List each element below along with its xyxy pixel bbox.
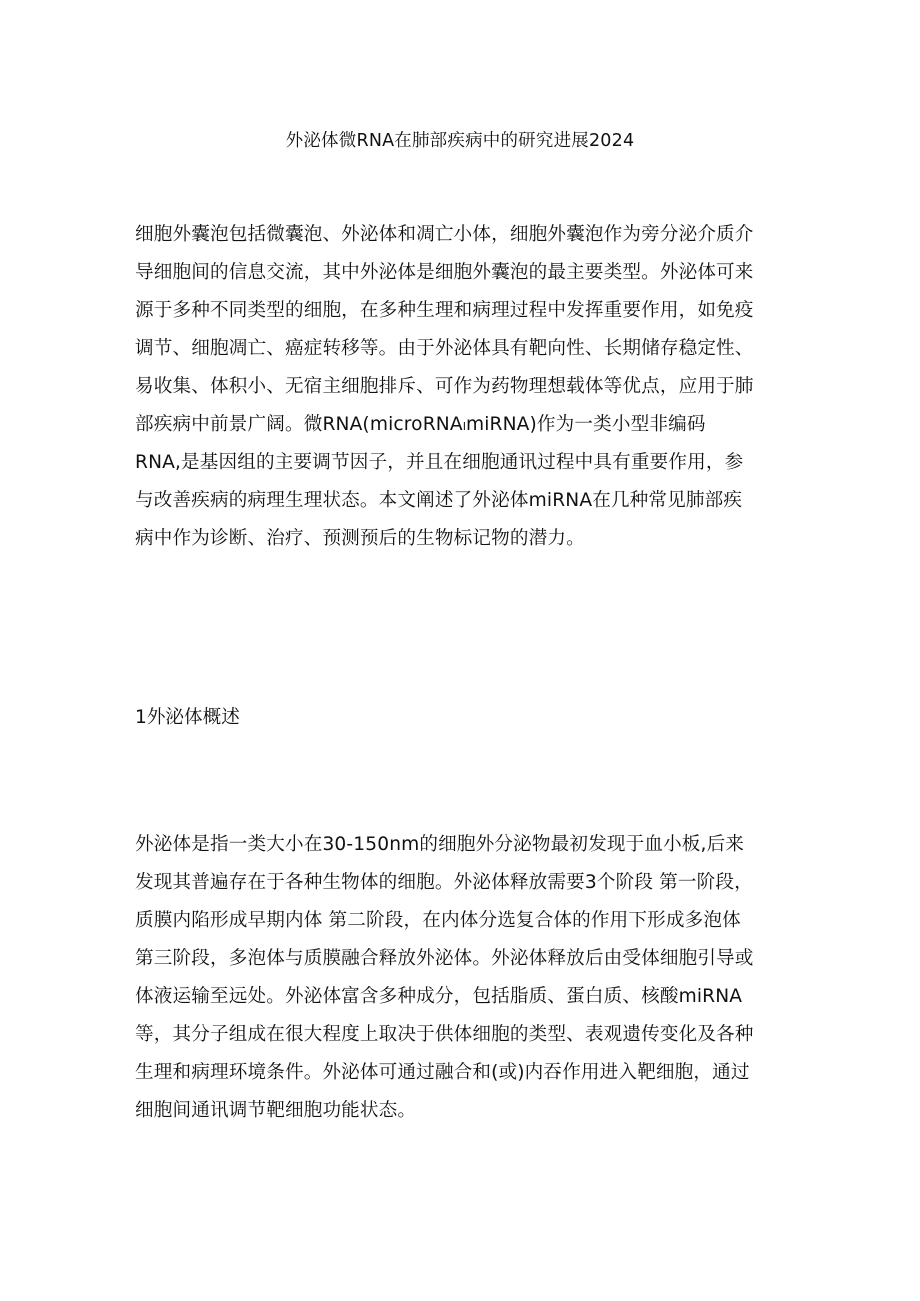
paragraph-line: 部疾病中前景广阔。微RNA(microRNAₗmiRNA)作为一类小型非编码 (135, 414, 706, 435)
paragraph-line: 体液运输至远处。外泌体富含多种成分，包括脂质、蛋白质、核酸miRNA (135, 986, 743, 1007)
paragraph-intro (135, 216, 795, 558)
paragraph-line: 病中作为诊断、治疗、预测预后的生物标记物的潜力。 (135, 528, 585, 549)
paragraph-line: 生理和病理环境条件。外泌体可通过融合和(或)内吞作用进入靶细胞，通过 (135, 1062, 750, 1083)
paragraph-line: 等，其分子组成在很大程度上取决于供体细胞的类型、表观遗传变化及各种 (135, 1024, 754, 1045)
paragraph-exosome-overview (135, 826, 795, 1130)
paragraph-line: 细胞外囊泡包括微囊泡、外泌体和凋亡小体，细胞外囊泡作为旁分泌介质介 (135, 224, 754, 245)
section-heading: 1外泌体概述 (135, 707, 240, 728)
paragraph-line: 外泌体是指一类大小在30-150nm的细胞外分泌物最初发现于血小板,后来 (135, 834, 745, 855)
paragraph-line: 易收集、体积小、无宿主细胞排斥、可作为药物理想载体等优点，应用于肺 (135, 376, 754, 397)
paragraph-line: 细胞间通讯调节靶细胞功能状态。 (135, 1100, 417, 1121)
paragraph-line: 调节、细胞凋亡、癌症转移等。由于外泌体具有靶向性、长期储存稳定性、 (135, 338, 754, 359)
paragraph-line: 第三阶段，多泡体与质膜融合释放外泌体。外泌体释放后由受体细胞引导或 (135, 948, 754, 969)
paragraph-line: 与改善疾病的病理生理状态。本文阐述了外泌体miRNA在几种常见肺部疾 (135, 490, 743, 511)
paragraph-line: 导细胞间的信息交流，其中外泌体是细胞外囊泡的最主要类型。外泌体可来 (135, 262, 754, 283)
paragraph-line: 质膜内陷形成早期内体 第二阶段，在内体分选复合体的作用下形成多泡体 (135, 910, 741, 931)
paragraph-line: 源于多种不同类型的细胞，在多种生理和病理过程中发挥重要作用，如免疫 (135, 300, 754, 321)
document-title: 外泌体微RNA在肺部疾病中的研究进展2024 (285, 131, 635, 151)
paragraph-line: 发现其普遍存在于各种生物体的细胞。外泌体释放需要3个阶段 第一阶段， (135, 872, 753, 893)
paragraph-line: RNA,是基因组的主要调节因子，并且在细胞通讯过程中具有重要作用，参 (135, 452, 744, 473)
